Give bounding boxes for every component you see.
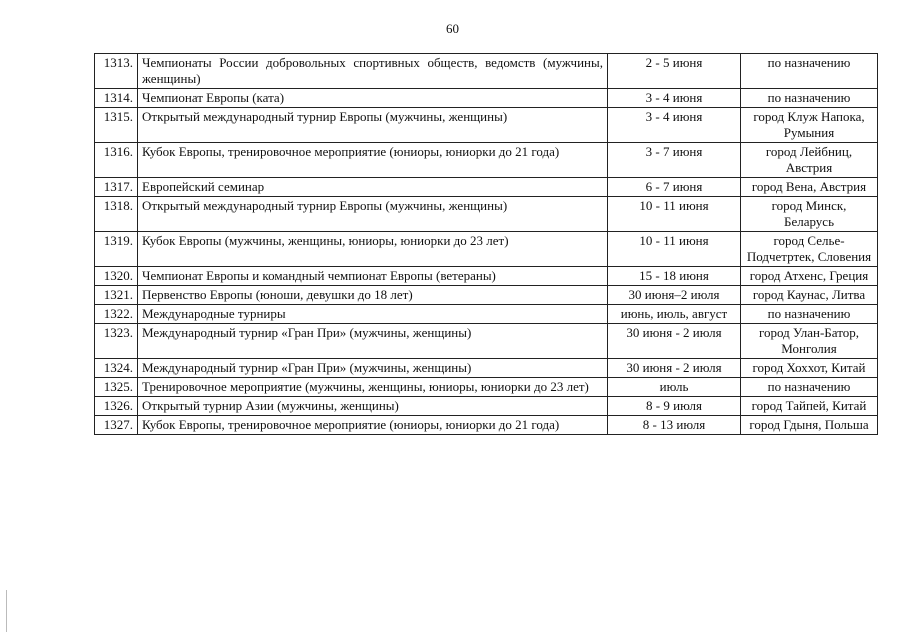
event-location: по назначению [741,378,878,397]
table-row [95,143,878,178]
row-number: 1320. [95,267,138,286]
event-dates: 8 - 9 июля [608,397,741,416]
event-name: Международные турниры [138,305,608,324]
event-name: Открытый международный турнир Европы (мужчины, женщины) [138,108,608,143]
event-location: город Вена, Австрия [741,178,878,197]
row-number: 1319. [95,232,138,267]
table-row [95,397,878,416]
row-number: 1326. [95,397,138,416]
event-name: Европейский семинар [138,178,608,197]
event-location: город Лейбниц, Австрия [741,143,878,178]
table-row [95,359,878,378]
row-number: 1318. [95,197,138,232]
event-dates: 30 июня - 2 июля [608,359,741,378]
event-name: Международный турнир «Гран При» (мужчины, женщины) [138,359,608,378]
row-number: 1323. [95,324,138,359]
row-number: 1324. [95,359,138,378]
page-number: 60 [446,21,459,36]
event-location: город Клуж Напока, Румыния [741,108,878,143]
events-table-body [95,54,878,435]
event-dates: 10 - 11 июня [608,197,741,232]
row-number: 1316. [95,143,138,178]
table-row [95,324,878,359]
event-name: Чемпионаты России добровольных спортивных обществ, ведомств (мужчины, женщины) [138,54,608,89]
table-row [95,232,878,267]
table-row [95,286,878,305]
event-dates: 2 - 5 июня [608,54,741,89]
events-table [94,53,878,435]
row-number: 1325. [95,378,138,397]
event-name: Чемпионат Европы и командный чемпионат Европы (ветераны) [138,267,608,286]
event-name: Чемпионат Европы (ката) [138,89,608,108]
event-name: Кубок Европы (мужчины, женщины, юниоры, юниорки до 23 лет) [138,232,608,267]
event-location: город Селье-Подчетртек, Словения [741,232,878,267]
event-name: Тренировочное мероприятие (мужчины, женщины, юниоры, юниорки до 23 лет) [138,378,608,397]
event-location: город Каунас, Литва [741,286,878,305]
table-row [95,378,878,397]
event-dates: 8 - 13 июля [608,416,741,435]
event-dates: 6 - 7 июня [608,178,741,197]
event-location: город Гдыня, Польша [741,416,878,435]
event-location: по назначению [741,305,878,324]
table-row [95,89,878,108]
event-location: по назначению [741,89,878,108]
table-row [95,178,878,197]
event-location: город Хоххот, Китай [741,359,878,378]
event-name: Кубок Европы, тренировочное мероприятие (юниоры, юниорки до 21 года) [138,416,608,435]
row-number: 1313. [95,54,138,89]
event-dates: 30 июня–2 июля [608,286,741,305]
event-dates: 3 - 4 июня [608,89,741,108]
event-name: Кубок Европы, тренировочное мероприятие (юниоры, юниорки до 21 года) [138,143,608,178]
event-location: город Атхенс, Греция [741,267,878,286]
table-row [95,197,878,232]
event-location: по назначению [741,54,878,89]
event-name: Международный турнир «Гран При» (мужчины, женщины) [138,324,608,359]
event-dates: 10 - 11 июня [608,232,741,267]
event-location: город Минск, Беларусь [741,197,878,232]
event-location: город Тайпей, Китай [741,397,878,416]
table-row [95,54,878,89]
row-number: 1321. [95,286,138,305]
event-dates: 3 - 7 июня [608,143,741,178]
scan-edge-mark [6,590,7,632]
event-dates: 15 - 18 июня [608,267,741,286]
row-number: 1314. [95,89,138,108]
event-name: Открытый международный турнир Европы (мужчины, женщины) [138,197,608,232]
row-number: 1315. [95,108,138,143]
table-row [95,108,878,143]
row-number: 1322. [95,305,138,324]
event-location: город Улан-Батор, Монголия [741,324,878,359]
event-name: Первенство Европы (юноши, девушки до 18 лет) [138,286,608,305]
row-number: 1317. [95,178,138,197]
event-dates: 3 - 4 июня [608,108,741,143]
table-row [95,267,878,286]
table-row [95,305,878,324]
event-name: Открытый турнир Азии (мужчины, женщины) [138,397,608,416]
event-dates: июнь, июль, август [608,305,741,324]
event-dates: 30 июня - 2 июля [608,324,741,359]
event-dates: июль [608,378,741,397]
table-row [95,416,878,435]
row-number: 1327. [95,416,138,435]
